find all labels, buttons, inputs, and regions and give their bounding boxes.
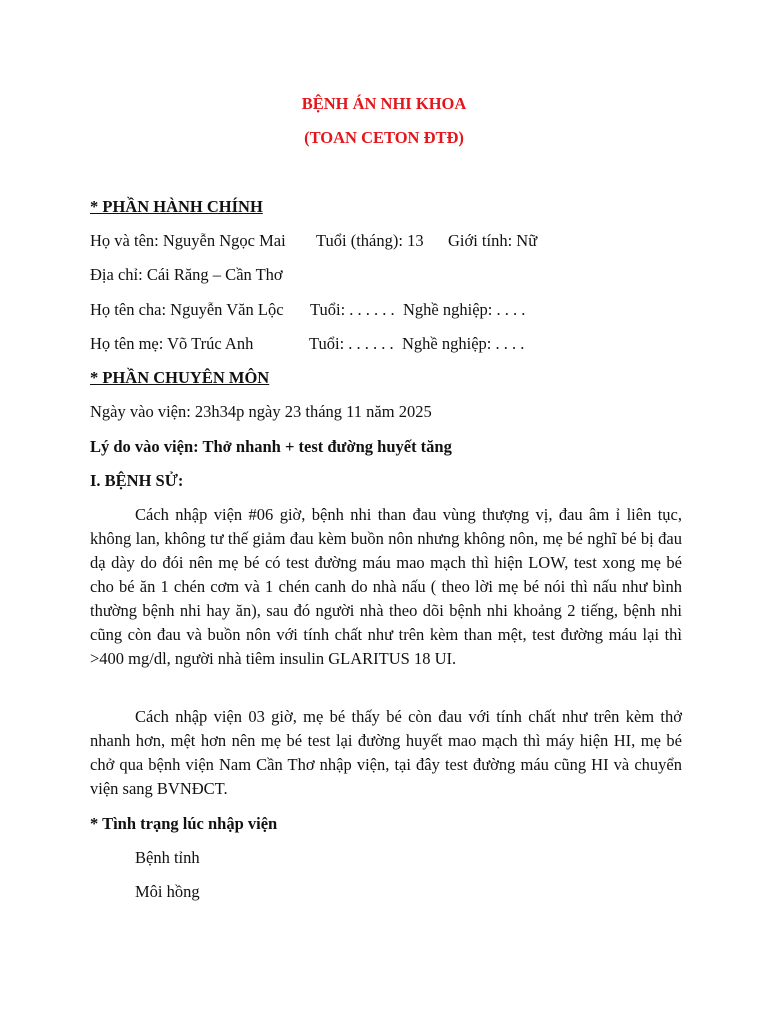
document-title: BỆNH ÁN NHI KHOA [301,94,467,113]
admission-date: Ngày vào viện: 23h34p ngày 23 tháng 11 năm 2025 [90,402,432,421]
admission-status-item: Môi hồng [135,882,200,901]
father-age: Tuổi: . . . . . . [310,300,395,319]
patient-sex: Giới tính: Nữ [448,231,538,250]
document-subtitle: (TOAN CETON ĐTĐ) [304,128,464,147]
mother-age: Tuổi: . . . . . . [309,334,394,353]
patient-address: Địa chỉ: Cái Răng – Cần Thơ [90,265,283,284]
admission-status-heading: * Tình trạng lúc nhập viện [90,814,278,833]
specialty-section-heading: * PHẦN CHUYÊN MÔN [90,368,270,387]
history-heading: I. BỆNH SỬ: [90,471,184,490]
mother-name: Họ tên mẹ: Võ Trúc Anh [90,334,254,353]
father-job: Nghề nghiệp: . . . . [403,300,526,319]
history-paragraph-2: Cách nhập viện 03 giờ, mẹ bé thấy bé còn đau với tính chất như trên kèm thở nhanh hơn, mệt hơn nên mẹ bé test lại đường huyết mao mạch thì máy hiện HI, mẹ bé chở qua bệnh viện Nam Cần Thơ nhập viện, tại đây test đường máu cũng HI và chuyển viện sang BVNĐCT. [90,707,682,798]
admission-status-item: Bệnh tỉnh [135,848,200,867]
admin-section-heading: * PHẦN HÀNH CHÍNH [90,197,263,216]
history-paragraph-1: Cách nhập viện #06 giờ, bệnh nhi than đau vùng thượng vị, đau âm ỉ liên tục, không lan, không tư thế giảm đau kèm buồn nôn nhưng không nôn, mẹ bé nghĩ bé bị đau dạ dày do đói nên mẹ bé có test đường máu mao mạch thì hiện LOW, test xong mẹ bé cho bé ăn 1 chén cơm và 1 chén canh do nhà nấu ( theo lời mẹ bé nói thì nấu như bình thường bệnh nhi hay ăn), sau đó người nhà theo dõi bệnh nhi khoảng 2 tiếng, bệnh nhi cũng còn đau và buồn nôn với tính chất như trên kèm than mệt, test đường máu lại thì >400 mg/dl, người nhà tiêm insulin GLARITUS 18 UI. [90,505,682,668]
patient-name: Họ và tên: Nguyễn Ngọc Mai [90,231,286,250]
father-name: Họ tên cha: Nguyễn Văn Lộc [90,300,284,319]
patient-age: Tuổi (tháng): 13 [316,231,424,250]
admission-reason: Lý do vào viện: Thở nhanh + test đường huyết tăng [90,437,452,456]
mother-job: Nghề nghiệp: . . . . [402,334,525,353]
